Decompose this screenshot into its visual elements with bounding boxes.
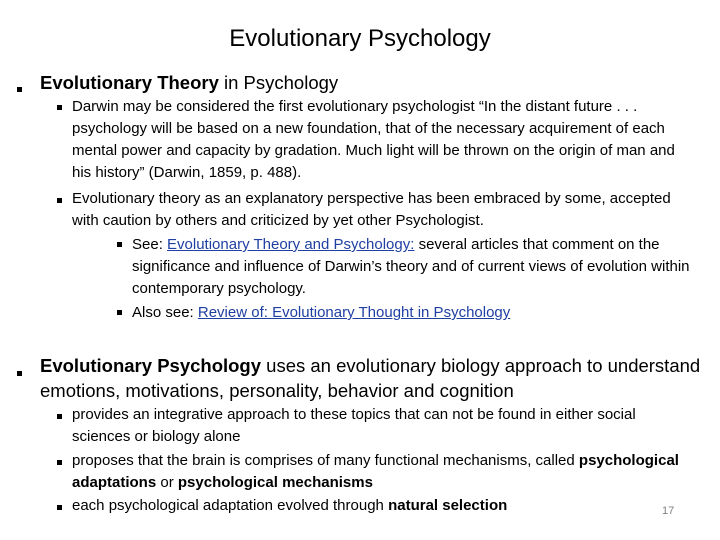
bullet-marker (117, 310, 122, 315)
mechanisms-pre: proposes that the brain is comprises of many functional mechanisms, called (72, 452, 579, 469)
see-suffix: several articles that comment on the significance and influence of Darwin’s theory and of current views of evolution within contemporary psychology. (132, 236, 690, 297)
section-heading-evolutionary-psychology (40, 353, 705, 403)
natural-selection-item (72, 495, 632, 517)
page-number: 17 (662, 505, 675, 517)
mechanisms-mid: or (156, 474, 178, 491)
bullet-marker (57, 105, 62, 110)
integrative-approach-item: provides an integrative approach to these topics that can not be found in either social sciences or biology alone (72, 406, 636, 445)
bullet-marker (57, 505, 62, 510)
bullet-marker (17, 87, 22, 92)
perspective-item: Evolutionary theory as an explanatory perspective has been embraced by some, accepted with caution by others and criticized by yet other Psychologist. (72, 190, 671, 229)
mechanisms-item (72, 450, 697, 494)
heading-rest: uses an evolutionary biology approach to understand emotions, motivations, personality, behavior and cognition (40, 355, 701, 401)
selection-pre: each psychological adaptation evolved through (72, 497, 389, 514)
see-articles-item (132, 234, 702, 300)
bullet-marker (57, 414, 62, 419)
term-evolutionary-psychology: Evolutionary Psychology (40, 355, 262, 376)
bullet-marker (117, 242, 122, 247)
bullet-marker (57, 460, 62, 465)
see-prefix: See: (132, 236, 168, 253)
section-heading-evolutionary-theory (40, 71, 700, 95)
term-evolutionary-theory: Evolutionary Theory (40, 72, 219, 93)
term-psychological-adaptations: psychological adaptations (72, 452, 679, 491)
term-natural-selection: natural selection (388, 497, 508, 514)
heading-rest: in Psychology (218, 72, 339, 93)
bullet-marker (57, 198, 62, 203)
bullet-marker (17, 371, 22, 376)
darwin-quote-item: Darwin may be considered the first evolutionary psychologist “In the distant future . . . psychology will be based on a new foundation, that of the necessary acquirement of each mental power and capacity by gradation. Much light will be thrown on the origin of man and his history” (Darwin, 1859, p. 488). (72, 98, 675, 181)
link-evolutionary-theory-and-psychology[interactable]: Evolutionary Theory and Psychology: (167, 236, 415, 253)
slide-title: Evolutionary Psychology (229, 25, 491, 52)
link-review-evolutionary-thought[interactable]: Review of: Evolutionary Thought in Psychology (197, 304, 511, 321)
also-see-item (132, 302, 702, 324)
also-see-prefix: Also see: (132, 304, 198, 321)
term-psychological-mechanisms: psychological mechanisms (177, 474, 373, 491)
